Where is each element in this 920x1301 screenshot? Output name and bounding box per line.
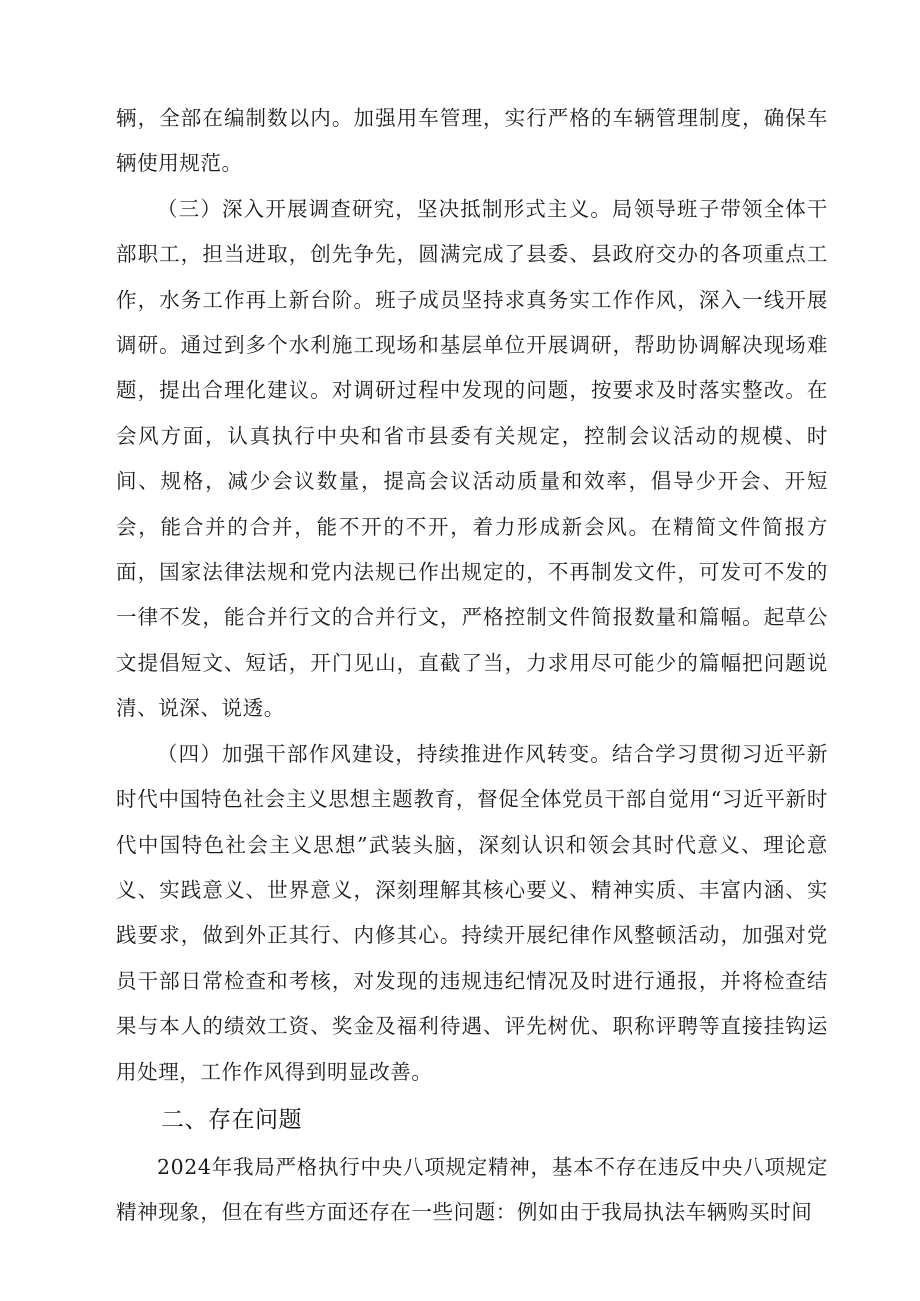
- paragraph-problems-intro: 2024年我局严格执行中央八项规定精神，基本不存在违反中央八项规定精神现象，但在有些方面还存在一些问题：例如由于我局执法车辆购买时间: [116, 1154, 828, 1225]
- paragraph-section-three: （三）深入开展调查研究，坚决抵制形式主义。局领导班子带领全体干部职工，担当进取，创先争先，圆满完成了县委、县政府交办的各项重点工作，水务工作再上新台阶。班子成员坚持求真务实工作作风，深入一线开展调研。通过到多个水利施工现场和基层单位开展调研，帮助协调解决现场难题，提出合理化建议。对调研过程中发现的问题，按要求及时落实整改。在会风方面，认真执行中央和省市县委有关规定，控制会议活动的规模、时间、规格，减少会议数量，提高会议活动质量和效率，倡导少开会、开短会，能合并的合并，能不开的不开，着力形成新会风。在精简文件简报方面，国家法律法规和党内法规已作出规定的，不再制发文件，可发可不发的一律不发，能合并行文的合并行文，严格控制文件简报数量和篇幅。起草公文提倡短文、短话，开门见山，直截了当，力求用尽可能少的篇幅把问题说清、说深、说透。: [116, 196, 828, 721]
- section-heading-problems: 二、存在问题: [161, 1106, 302, 1133]
- document-body: [116, 96, 828, 1236]
- paragraph-section-four: （四）加强干部作风建设，持续推进作风转变。结合学习贯彻习近平新时代中国特色社会主义思想主题教育，督促全体党员干部自觉用“习近平新时代中国特色社会主义思想”武装头脑，深刻认识和领会其时代意义、理论意义、实践意义、世界意义，深刻理解其核心要义、精神实质、丰富内涵、实践要求，做到外正其行、内修其心。持续开展纪律作风整顿活动，加强对党员干部日常检查和考核，对发现的违规违纪情况及时进行通报，并将检查结果与本人的绩效工资、奖金及福利待遇、评先树优、职称评聘等直接挂钩运用处理，工作作风得到明显改善。: [116, 741, 828, 1084]
- paragraph-vehicle-management: 辆，全部在编制数以内。加强用车管理，实行严格的车辆管理制度，确保车辆使用规范。: [116, 106, 828, 176]
